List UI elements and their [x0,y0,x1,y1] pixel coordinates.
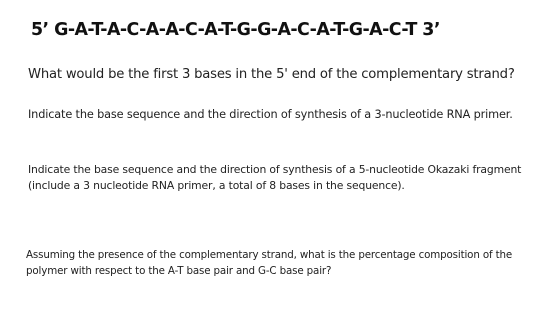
question-base-pair-composition: Assuming the presence of the complementary strand, what is the percentage composition of the polymer with respect to the A-T base pair and G-C base pair? [26,249,513,277]
dna-sequence-heading: 5’ G-A-T-A-C-A-A-C-A-T-G-G-A-C-A-T-G-A-C-T 3’ [31,20,440,40]
question-complementary-bases: What would be the first 3 bases in the 5' end of the complementary strand? [28,67,515,82]
question-okazaki-fragment: Indicate the base sequence and the direction of synthesis of a 5-nucleotide Okazaki fragment (include a 3 nucleotide RNA primer, a total of 8 bases in the sequence). [28,163,522,192]
question-rna-primer: Indicate the base sequence and the direction of synthesis of a 3-nucleotide RNA primer. [28,108,513,121]
